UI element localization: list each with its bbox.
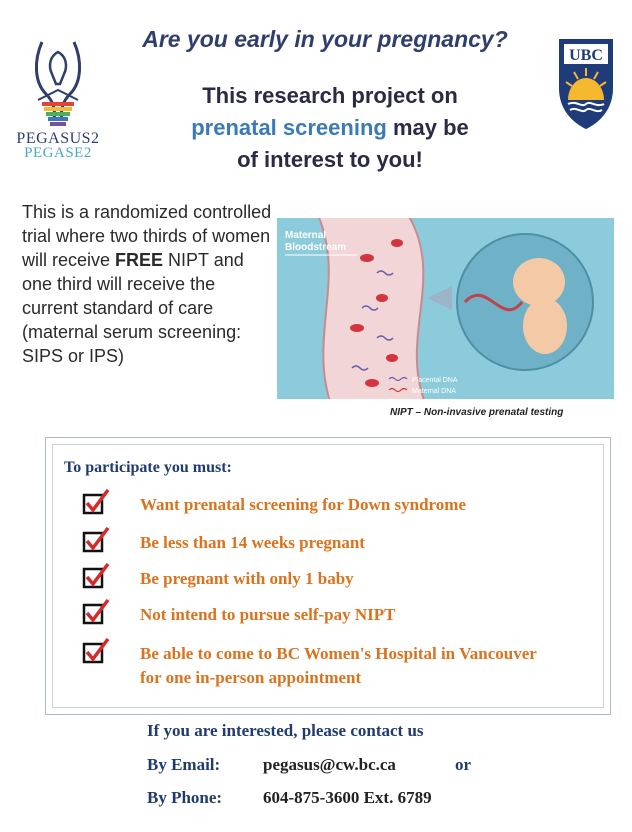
ubc-logo-text: UBC bbox=[569, 47, 603, 64]
phone-label: By Phone: bbox=[147, 788, 223, 807]
headline: Are you early in your pregnancy? bbox=[142, 26, 508, 52]
ubc-logo bbox=[558, 38, 614, 130]
checkbox-checked-icon bbox=[82, 638, 110, 664]
subheadline bbox=[110, 80, 550, 176]
phone-link[interactable]: 604-875-3600 Ext. 6789 bbox=[263, 788, 432, 807]
subhead-line-1: This research project on bbox=[202, 83, 458, 108]
nipt-illustration bbox=[277, 218, 614, 399]
legend-maternal: Maternal DNA bbox=[412, 388, 456, 395]
intro-bold: FREE bbox=[115, 250, 164, 270]
checkbox-checked-icon bbox=[82, 527, 110, 553]
checkbox-checked-icon bbox=[82, 489, 110, 515]
ubc-crest-icon bbox=[558, 38, 614, 130]
illustration-caption: NIPT – Non-invasive prenatal testing bbox=[390, 407, 564, 418]
pegasus-horse-icon bbox=[12, 30, 104, 130]
pegasus-logo bbox=[12, 30, 104, 160]
email-link[interactable]: pegasus@cw.bc.ca bbox=[263, 755, 396, 774]
illustration-label-2: Bloodstream bbox=[285, 242, 347, 253]
legend-placental: Placental DNA bbox=[412, 377, 458, 384]
subhead-line-3: of interest to you! bbox=[237, 147, 423, 172]
subhead-line-2-rest: may be bbox=[386, 115, 469, 140]
criteria-item-text: Want prenatal screening for Down syndrome bbox=[140, 495, 467, 514]
criteria-item-text: Not intend to pursue self-pay NIPT bbox=[140, 605, 396, 624]
criteria-title: To participate you must: bbox=[64, 459, 232, 476]
criteria-item-text: Be less than 14 weeks pregnant bbox=[140, 533, 365, 552]
or-text: or bbox=[455, 755, 472, 774]
checkbox-checked-icon bbox=[82, 599, 110, 625]
contact-intro: If you are interested, please contact us bbox=[147, 721, 424, 740]
email-label: By Email: bbox=[147, 755, 221, 774]
logo-wordmark-primary: PEGASUS2 bbox=[16, 130, 100, 147]
intro-text-1: This is a randomized controlled trial where two thirds of women will receive bbox=[22, 202, 272, 270]
criteria-item-text: Be pregnant with only 1 baby bbox=[140, 569, 354, 588]
subhead-accent: prenatal screening bbox=[191, 115, 387, 140]
subhead-line-2 bbox=[110, 112, 550, 144]
nipt-diagram-image bbox=[277, 218, 614, 399]
checkbox-checked-icon bbox=[82, 563, 110, 589]
intro-text-2: NIPT and one third will receive the current standard of care (maternal serum screening: SIPS or IPS) bbox=[22, 250, 244, 366]
logo-wordmark-secondary: PEGASE2 bbox=[24, 145, 92, 161]
illustration-label-1: Maternal bbox=[285, 230, 327, 241]
criteria-item-text: Be able to come to BC Women's Hospital in Vancouver for one in-person appointment bbox=[140, 644, 537, 687]
intro-paragraph bbox=[22, 200, 272, 368]
